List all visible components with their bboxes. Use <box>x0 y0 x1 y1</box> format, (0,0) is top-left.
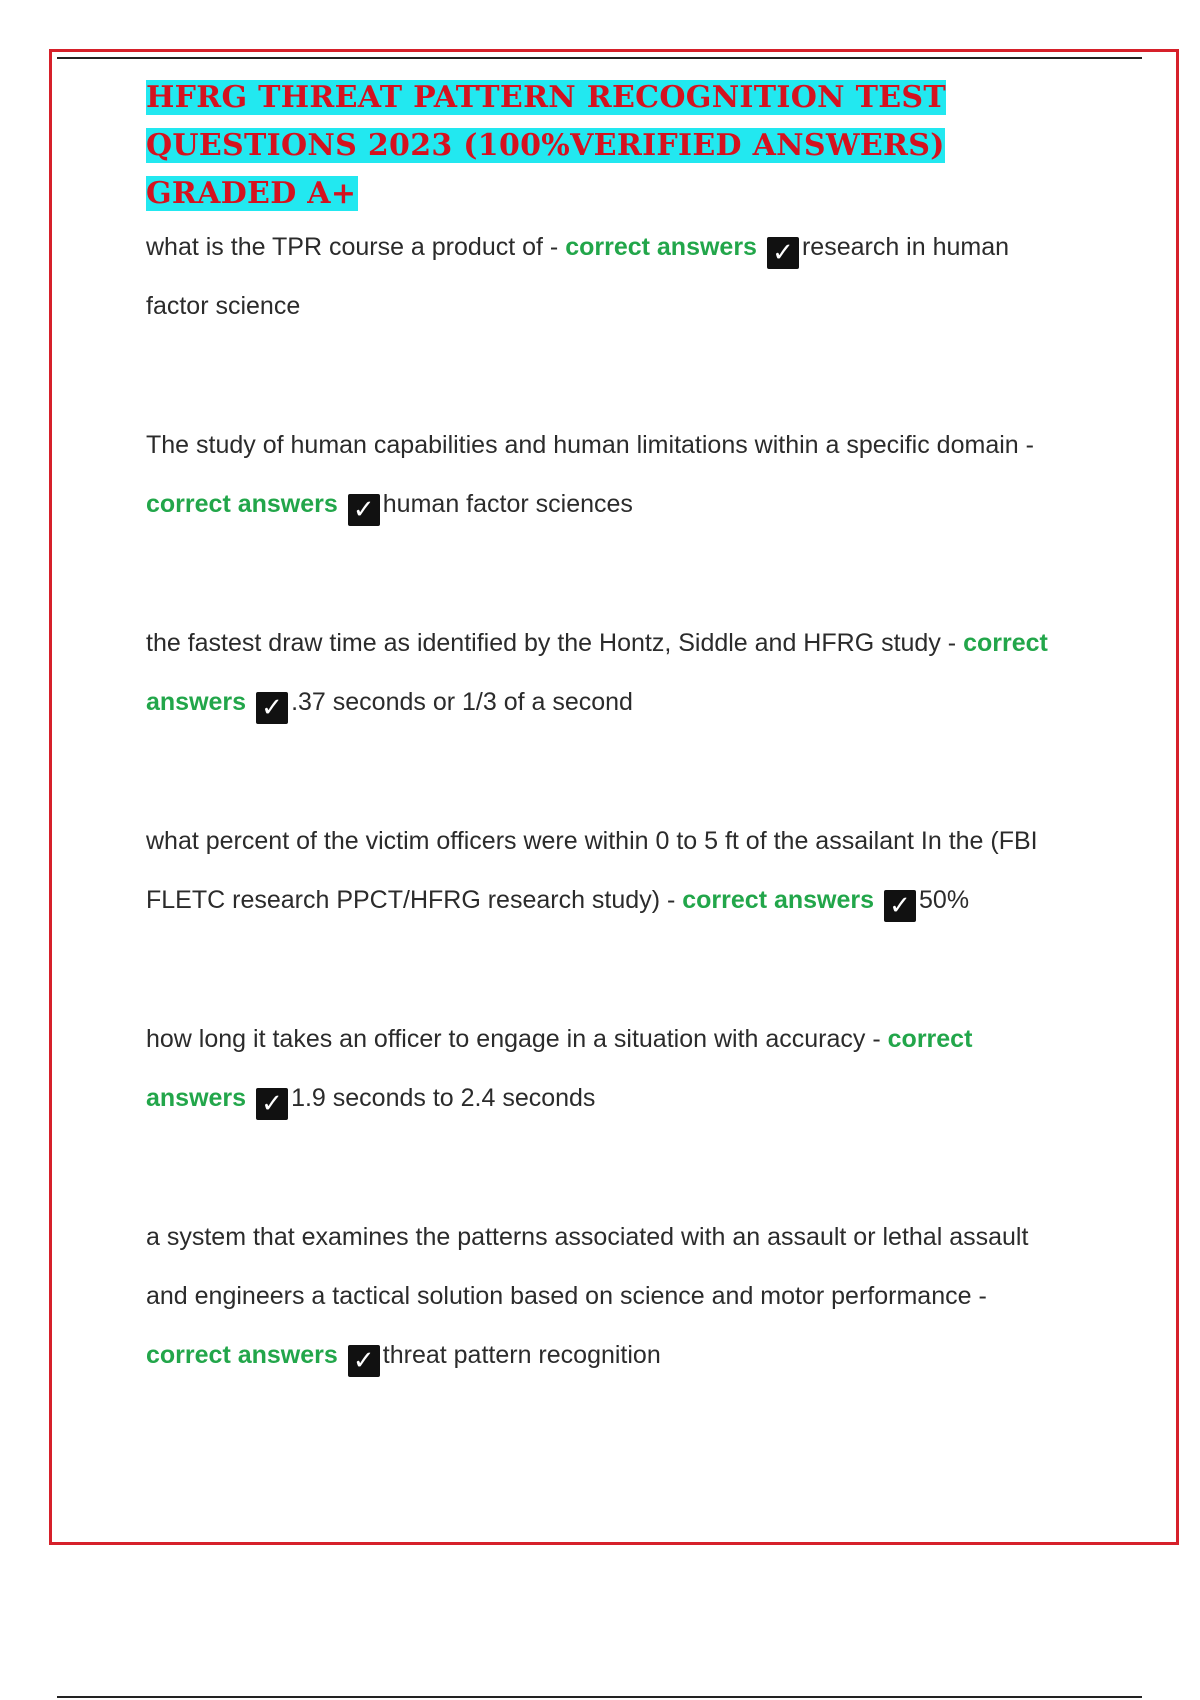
question-text: a system that examines the patterns associated with an assault or lethal assault and engineers a tactical solution based on science and motor performance - <box>146 1223 1029 1310</box>
correct-answers-label: correct answers <box>146 629 1048 716</box>
question-text: The study of human capabilities and human limitations within a specific domain - <box>146 431 1034 459</box>
checkmark-icon: ✓ <box>348 1345 380 1377</box>
answer-text: threat pattern recognition <box>382 1341 661 1369</box>
correct-answers-label: correct answers <box>682 886 875 914</box>
document-title-text: HFRG THREAT PATTERN RECOGNITION TEST QUESTIONS 2023 (100%VERIFIED ANSWERS) GRADED A+ <box>146 80 946 211</box>
question-text: what is the TPR course a product of - <box>146 233 559 261</box>
qa-item <box>146 416 1076 534</box>
bottom-rule <box>57 1696 1142 1698</box>
document-title <box>146 74 1076 218</box>
question-text: what percent of the victim officers were within 0 to 5 ft of the assailant In the (FBI FLETC research PPCT/HFRG research study) - <box>146 827 1038 914</box>
qa-item <box>146 1010 1076 1128</box>
answer-text: 1.9 seconds to 2.4 seconds <box>291 1084 596 1112</box>
answer-text: .37 seconds or 1/3 of a second <box>291 688 633 716</box>
checkmark-icon: ✓ <box>348 494 380 526</box>
checkmark-icon: ✓ <box>256 692 288 724</box>
question-text: the fastest draw time as identified by the Hontz, Siddle and HFRG study - <box>146 629 957 657</box>
checkmark-icon: ✓ <box>767 237 799 269</box>
answer-text: 50% <box>919 886 970 914</box>
qa-list <box>146 218 1076 1385</box>
answer-text: research in human factor science <box>146 233 1010 320</box>
correct-answers-label: correct answers <box>146 490 338 518</box>
qa-item <box>146 614 1076 732</box>
top-rule <box>57 57 1142 59</box>
correct-answers-label: correct answers <box>565 233 757 261</box>
correct-answers-label: correct answers <box>146 1341 338 1369</box>
checkmark-icon: ✓ <box>884 890 916 922</box>
answer-text: human factor sciences <box>382 490 633 518</box>
document-content <box>146 74 1076 1385</box>
qa-item <box>146 812 1076 930</box>
qa-item <box>146 218 1076 336</box>
checkmark-icon: ✓ <box>256 1088 288 1120</box>
question-text: how long it takes an officer to engage in a situation with accuracy - <box>146 1025 881 1053</box>
qa-item <box>146 1208 1076 1385</box>
correct-answers-label: correct answers <box>146 1025 973 1112</box>
